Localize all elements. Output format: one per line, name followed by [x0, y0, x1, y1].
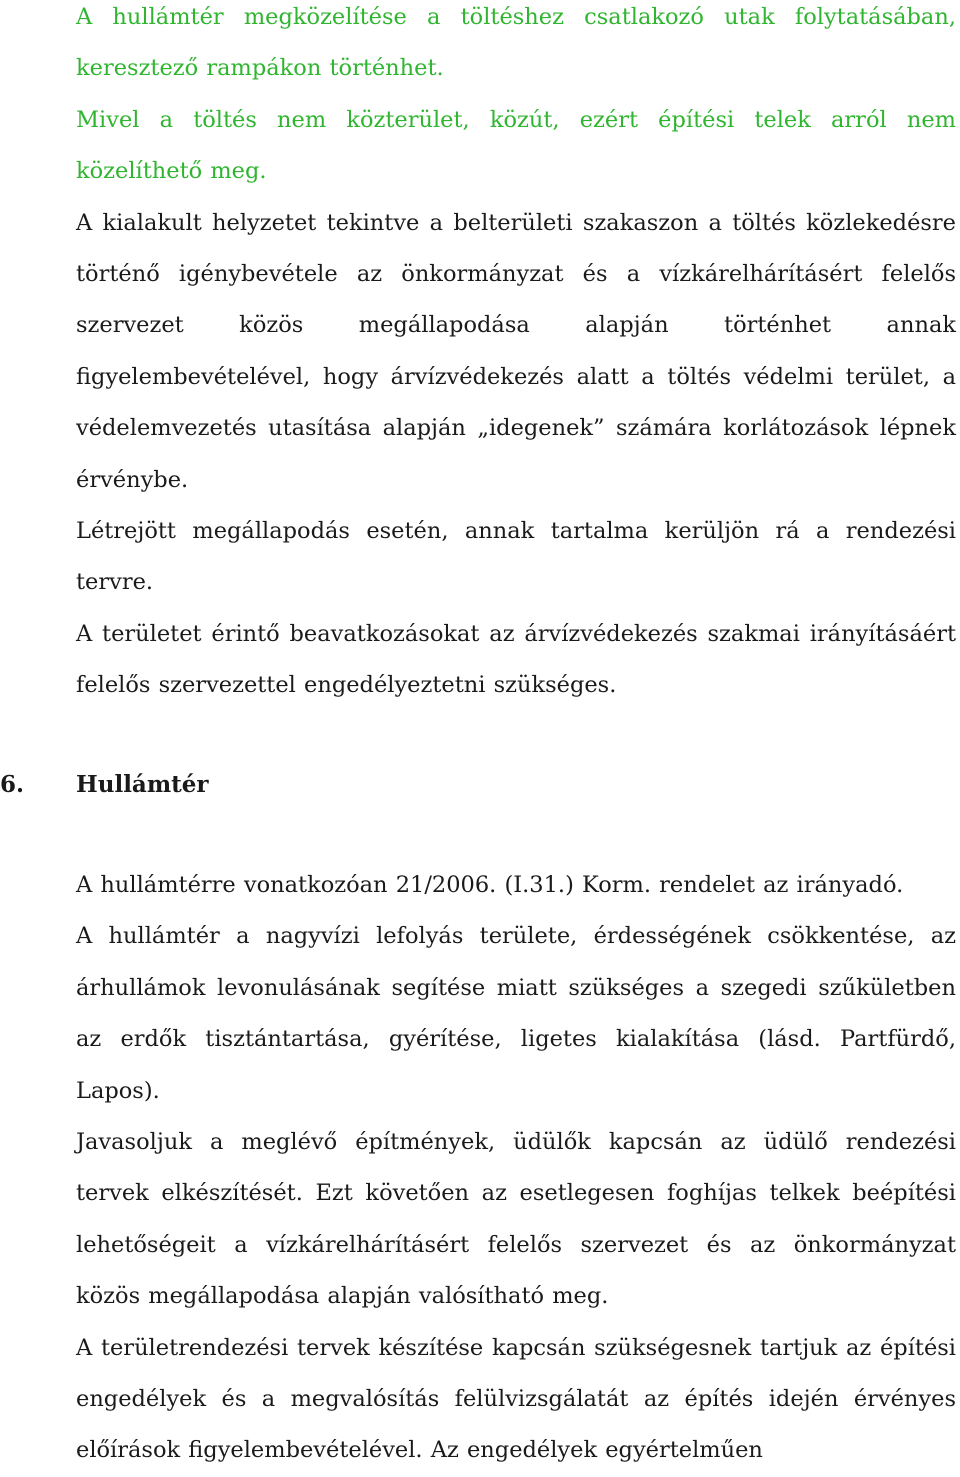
paragraph-public-road: Mivel a töltés nem közterület, közút, ezért építési telek arról nem közelíthető meg.: [76, 106, 956, 185]
section-title: Hullámtér: [76, 771, 209, 798]
paragraph-plan-inclusion: Létrejött megállapodás esetén, annak tartalma kerüljön rá a rendezési tervre.: [76, 518, 956, 596]
paragraph-regulation: A hullámtérre vonatkozóan 21/2006. (I.31.) Korm. rendelet az irányadó.: [76, 872, 904, 898]
paragraph-holiday-buildings: Javasoljuk a meglévő építmények, üdülők kapcsán az üdülő rendezési tervek elkészítését. Ezt követően az esetlegesen foghíjas telkek beépítési lehetőségeit a vízkárelhárításért felelős szervezet és az önkormányzat közös megállapodása alapján valósítható meg.: [76, 1129, 956, 1310]
section-number: 6.: [0, 771, 25, 798]
section-embankment-access: [76, 0, 956, 712]
paragraph-permit-review: A területrendezési tervek készítése kapcsán szükségesnek tartjuk az építési engedélyek és a megvalósítás felülvizsgálatát az építés idején érvényes előírások figyelembevételével. Az engedélyek egyértelműen: [76, 1334, 956, 1464]
section-heading: [0, 760, 700, 810]
paragraph-floodplain-roughness: A hullámtér a nagyvízi lefolyás területe, érdességének csökkentése, az árhullámok levonulásának segítése miatt szükséges a szegedi szűkületben az erdők tisztántartása, gyérítése, ligetes kialakítása (lásd. Partfürdő, Lapos).: [76, 923, 956, 1104]
paragraph-permits: A területet érintő beavatkozásokat az árvízvédekezés szakmai irányításáért felelős szervezettel engedélyeztetni szükséges.: [76, 620, 956, 699]
paragraph-agreement: A kialakult helyzetet tekintve a belterületi szakaszon a töltés közlekedésre történő igénybevétele az önkormányzat és a vízkárelhárításért felelős szervezet közös megállapodása alapján történhet annak figyelembevételével, hogy árvízvédekezés alatt a töltés védelmi terület, a védelemvezetés utasítása alapján „idegenek” számára korlátozások lépnek érvénybe.: [76, 209, 956, 493]
paragraph-ramp-access: A hullámtér megközelítése a töltéshez csatlakozó utak folytatásában, keresztező rampákon történhet.: [76, 4, 956, 82]
section-floodplain: [76, 860, 956, 1477]
